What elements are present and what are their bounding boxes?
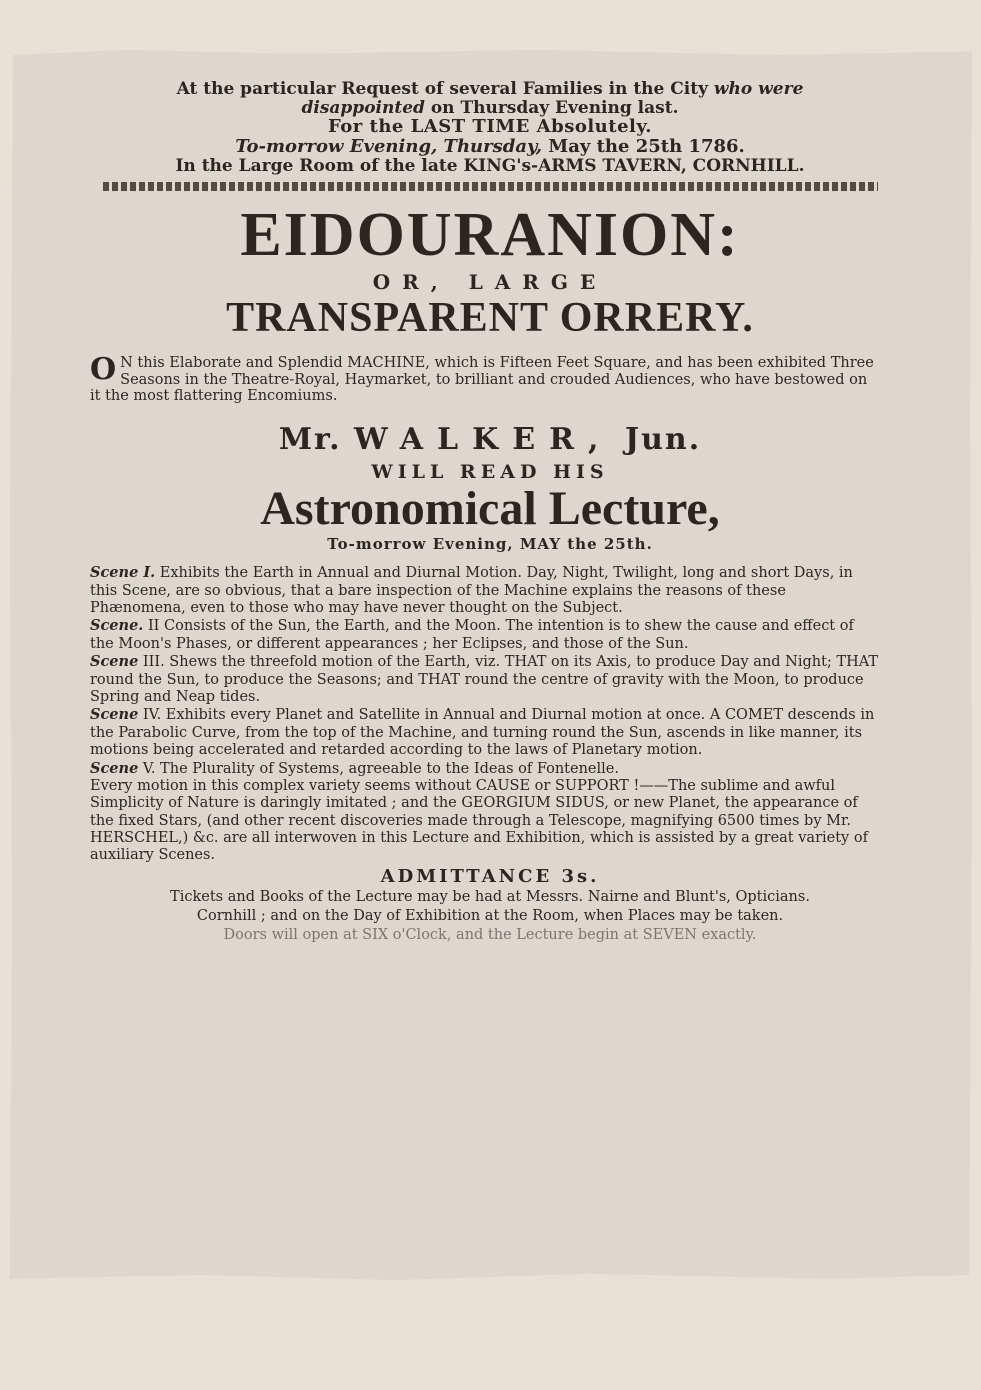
lecturer-jun: Jun.: [624, 422, 702, 458]
scene-label: Scene.: [90, 617, 144, 635]
header-line-1-italic: who were: [713, 79, 804, 99]
doors-line: Doors will open at SIX o'Clock, and the Lecture begin at SEVEN exactly.: [223, 927, 757, 944]
scene-item: [90, 760, 880, 778]
scene-item: [90, 653, 880, 706]
scene-text: IV. Exhibits every Planet and Satellite in Annual and Diurnal motion at once. A COMET descends in the Parabolic Curve, from the top of the Machine, and turning round the Sun, ascends in like manner, its motions being accelerated and retarded according to the laws of Planetary motion.: [90, 707, 875, 759]
drop-cap: O: [90, 352, 117, 388]
last-time-line: For the LAST TIME Absolutely.: [327, 116, 653, 138]
subtitle: TRANSPARENT ORRERY.: [226, 294, 754, 341]
date-line-italic: To-morrow Evening, Thursday,: [235, 136, 542, 158]
tickets-line-1: Tickets and Books of the Lecture may be had at Messrs. Nairne and Blunt's, Opticians.: [170, 888, 810, 905]
handbill: [90, 80, 890, 945]
scene-text: III. Shews the threefold motion of the Earth, viz. THAT on its Axis, to produce Day and Night; THAT round the Sun, to produce the Seasons; and THAT round the centre of gravity with the Moon, to produce Spring and Neap tides.: [90, 654, 879, 705]
scene-label: Scene: [90, 759, 139, 777]
scene-label: Scene: [90, 653, 139, 671]
lecture-title: Astronomical Lecture,: [260, 481, 720, 535]
will-read: WILL READ HIS: [371, 461, 609, 484]
scene-item: [90, 564, 880, 617]
scene-item: [90, 617, 880, 653]
main-title: EIDOURANION:: [240, 200, 740, 269]
scene-label: Scene: [90, 706, 139, 724]
header-line-1: [90, 80, 890, 99]
date-line-text: May the 25th 1786.: [548, 136, 745, 158]
scene-text: Exhibits the Earth in Annual and Diurnal Motion. Day, Night, Twilight, long and short Days, in this Scene, are so obvious, that a bare inspection of the Machine explains the reasons of these Phænomena, even to those who may have never thought on the Subject.: [90, 565, 853, 617]
header-line-2-italic: disappointed: [301, 97, 425, 118]
tickets-line-2: Cornhill ; and on the Day of Exhibition at the Room, when Places may be taken.: [196, 908, 784, 925]
header-line-1-text: At the particular Request of several Families in the City: [176, 79, 708, 99]
lecture-date: To-morrow Evening, MAY the 25th.: [327, 534, 653, 553]
or-large: OR, LARGE: [372, 269, 608, 294]
lecturer-surname: WALKER,: [353, 422, 613, 458]
scene-label: Scene I.: [90, 564, 156, 582]
intro-text: N this Elaborate and Splendid MACHINE, which is Fifteen Feet Square, and has been exhibited Three Seasons in the Theatre-Royal, Haymarket, to brilliant and crouded Audiences, who have bestowed on it the most flattering Encomiums.: [90, 355, 874, 405]
lecturer-mr: Mr.: [278, 422, 342, 458]
header-line-2: [90, 99, 890, 118]
scene-text: II Consists of the Sun, the Earth, and the Moon. The intention is to shew the cause and effect of the Moon's Phases, or different appearances ; her Eclipses, and those of the Sun.: [90, 618, 854, 652]
header-line-2-text: on Thursday Evening last.: [430, 97, 679, 118]
scene-list: [90, 564, 880, 865]
scene-item: [90, 706, 880, 759]
scene-text: V. The Plurality of Systems, agreeable to the Ideas of Fontenelle.: [142, 760, 619, 777]
admittance: ADMITTANCE 3s.: [380, 865, 600, 887]
lecturer-name: [90, 423, 890, 456]
date-line: [90, 137, 890, 157]
ornamental-rule: [103, 182, 878, 191]
venue-line: In the Large Room of the late KING's-ARMS TAVERN, CORNHILL.: [175, 155, 805, 176]
intro-paragraph: [90, 352, 880, 405]
summary-paragraph: Every motion in this complex variety seems without CAUSE or SUPPORT !——The sublime and awful Simplicity of Nature is daringly imitated ; and the GEORGIUM SIDUS, or new Planet, the appearance of the fixed Stars, (and other recent discoveries made through a Telescope, magnifying 6500 times by Mr. HERSCHEL,) &c. are all interwoven in this Lecture and Exhibition, which is assisted by a great variety of auxiliary Scenes.: [90, 777, 868, 864]
